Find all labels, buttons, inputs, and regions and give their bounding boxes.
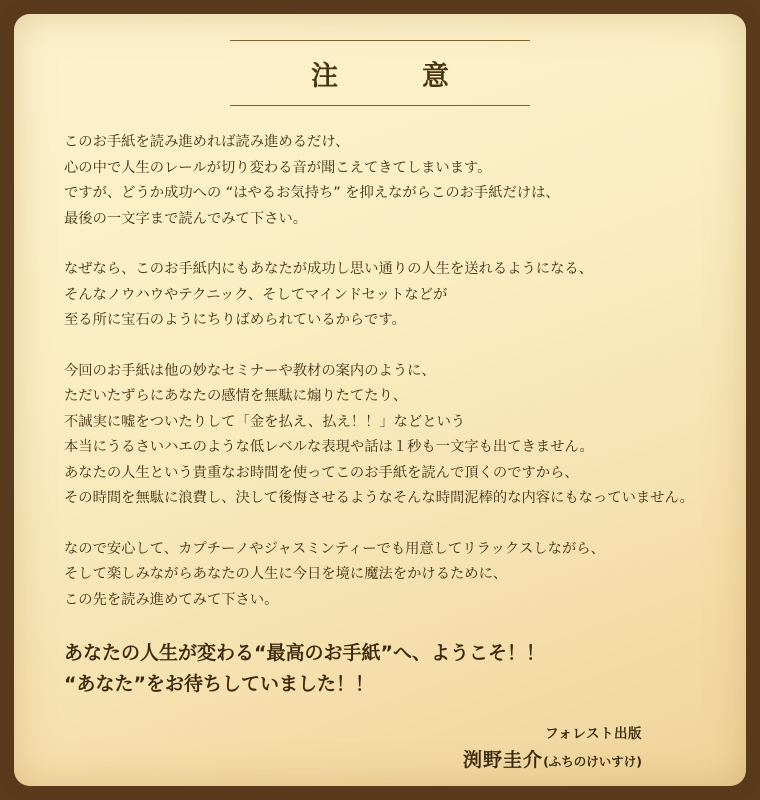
signature-reading: (ふちのけいすけ) xyxy=(543,754,642,769)
paragraph-line: 不誠実に嘘をついたりして「金を払え、払え！！」などという xyxy=(64,413,466,430)
paragraph-3 xyxy=(64,359,700,512)
letter-body xyxy=(60,130,700,613)
paragraph-line: 本当にうるさいハエのような低レベルな表現や話は１秒も一文字も出てきません。 xyxy=(64,439,594,455)
paragraph-line: ですが、どうか成功への “はやるお気持ち” を抑えながらこのお手紙だけは、 xyxy=(64,185,560,201)
closing-statement xyxy=(60,638,700,700)
closing-line: あなたの人生が変わる“最高のお手紙”へ、ようこそ！！ xyxy=(64,642,545,664)
paragraph-line: 最後の一文字まで読んでみて下さい。 xyxy=(64,210,308,227)
paragraph-line: あなたの人生という貴重なお時間を使ってこのお手紙を読んで頂くのですから、 xyxy=(64,464,579,481)
signature-name: 渕野圭介 xyxy=(463,749,544,771)
paragraph-line: なぜなら、このお手紙内にもあなたが成功し思い通りの人生を送れるようになる、 xyxy=(64,261,593,277)
paragraph-line: その時間を無駄に浪費し、決して後悔させるようなそんな時間泥棒的な内容にもなっていません。 xyxy=(64,490,694,506)
paragraph-line: この先を読み進めてみて下さい。 xyxy=(64,591,279,608)
paragraph-line: 今回のお手紙は他の妙なセミナーや教材の案内のように、 xyxy=(64,362,436,379)
letter-page xyxy=(14,14,746,786)
paragraph-line: このお手紙を読み進めれば読み進めるだけ、 xyxy=(64,134,350,150)
page-title: 注 意 xyxy=(311,61,459,92)
paragraph-line: そんなノウハウやテクニック、そしてマインドセットなどが xyxy=(64,286,448,303)
paragraph-line: ただいたずらにあなたの感情を無駄に煽りたてたり、 xyxy=(64,388,408,404)
signature-block xyxy=(60,722,700,772)
paragraph-line: 心の中で人生のレールが切り変わる音が聞こえてきてしまいます。 xyxy=(64,159,492,176)
closing-line: “あなた”をお待ちしていました！！ xyxy=(64,673,374,695)
signature-line xyxy=(60,745,642,772)
title-block xyxy=(60,14,700,106)
paragraph-line: そして楽しみながらあなたの人生に今日を境に魔法をかけるために、 xyxy=(64,566,508,582)
paragraph-1 xyxy=(64,130,700,232)
paragraph-2 xyxy=(64,257,700,334)
title-rule-bottom xyxy=(230,105,530,106)
paragraph-4 xyxy=(64,537,700,614)
signature-publisher: フォレスト出版 xyxy=(545,726,642,742)
paragraph-line: 至る所に宝石のようにちりばめられているからです。 xyxy=(64,312,406,328)
paragraph-line: なので安心して、カプチーノやジャスミンティーでも用意してリラックスしながら、 xyxy=(64,540,605,557)
